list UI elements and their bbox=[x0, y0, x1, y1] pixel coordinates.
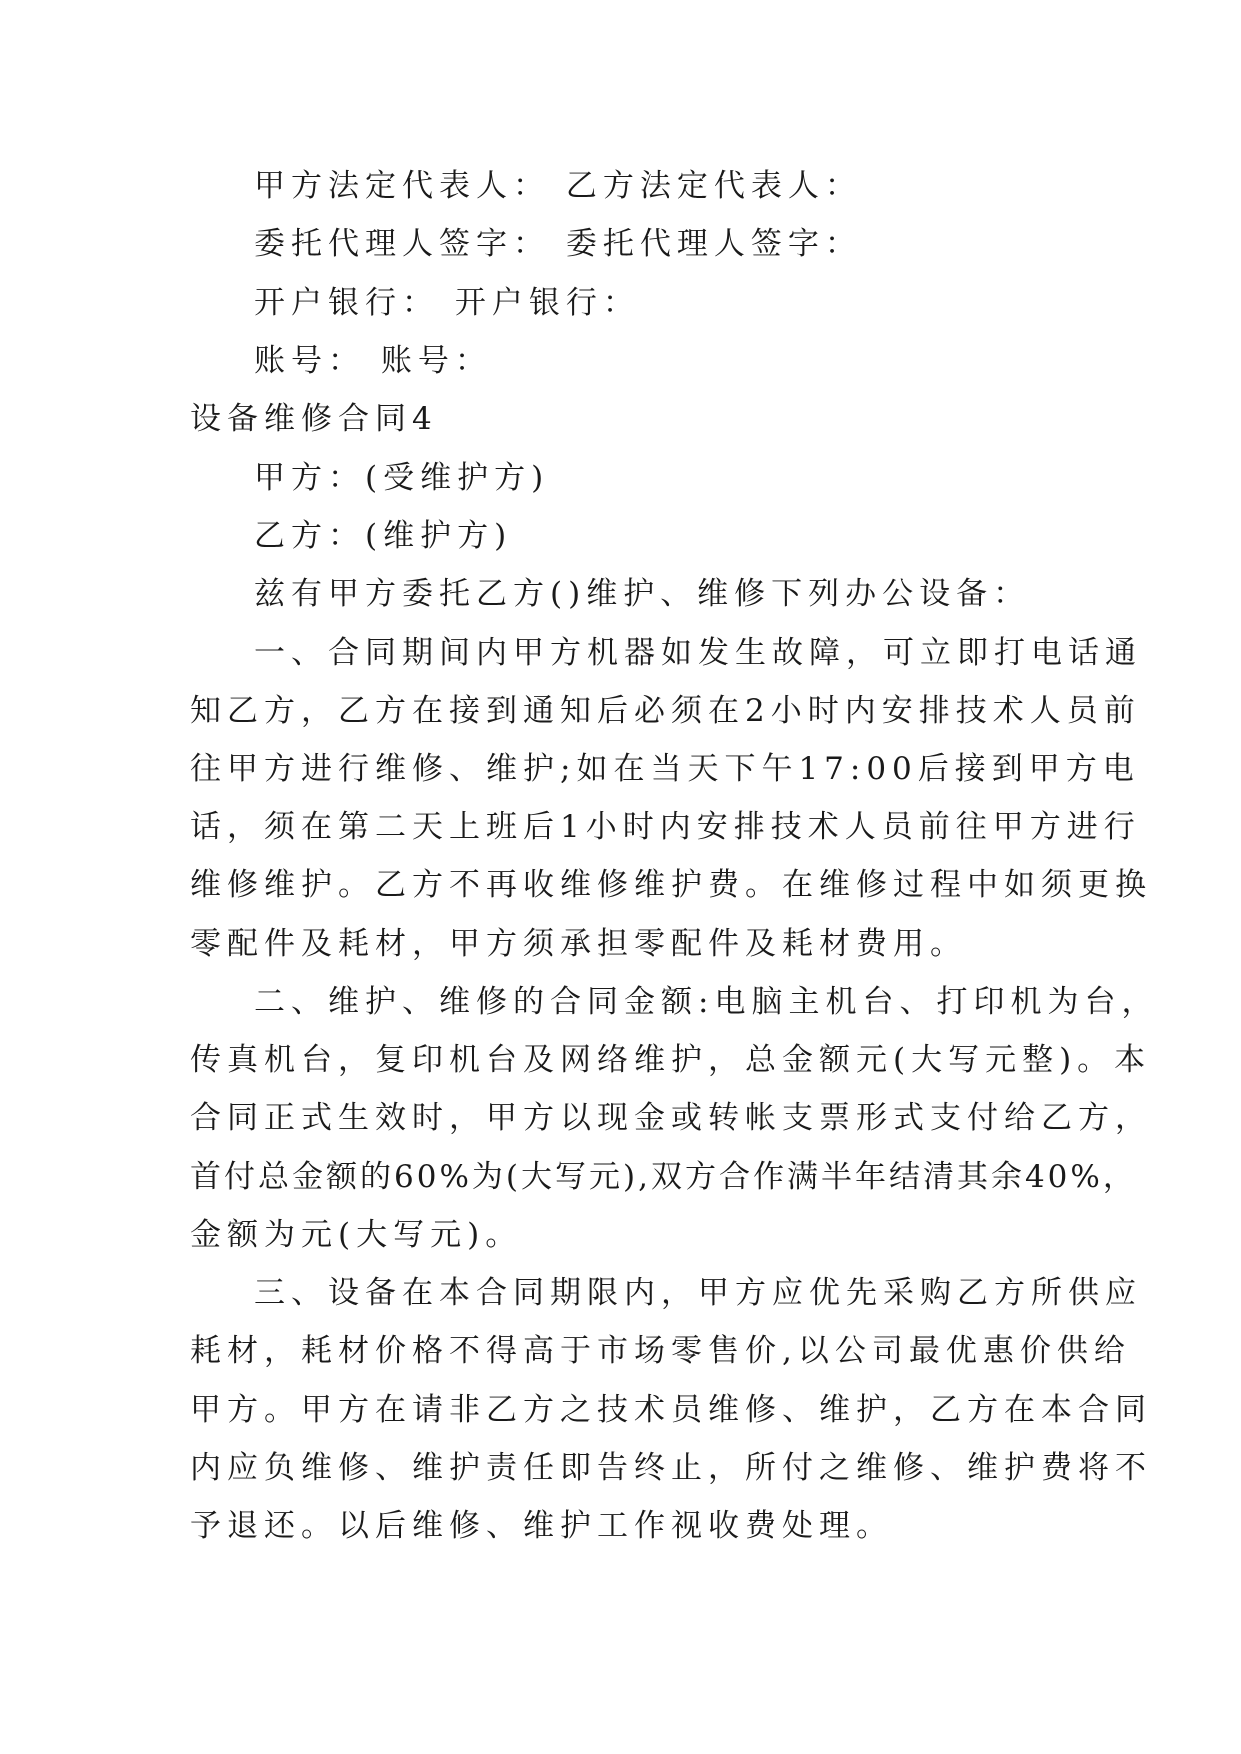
clause1-line: 知乙方，乙方在接到通知后必须在2小时内安排技术人员前 bbox=[190, 693, 1141, 729]
contract-title: 设备维修合同4 bbox=[190, 401, 438, 437]
clause3-line: 三、设备在本合同期限内，甲方应优先采购乙方所供应 bbox=[254, 1275, 1142, 1311]
agent-signature-line: 委托代理人签字： 委托代理人签字： bbox=[254, 226, 862, 262]
clause1-line: 往甲方进行维修、维护;如在当天下午17:00后接到甲方电 bbox=[190, 751, 1140, 787]
clause1-line: 维修维护。乙方不再收维修维护费。在维修过程中如须更换 bbox=[190, 867, 1152, 903]
clause3-line: 甲方。甲方在请非乙方之技术员维修、维护，乙方在本合同 bbox=[190, 1392, 1152, 1428]
legal-representative-line: 甲方法定代表人： 乙方法定代表人： bbox=[254, 168, 862, 204]
clause2-line: 首付总金额的60%为(大写元),双方合作满半年结清其余40%， bbox=[190, 1159, 1137, 1195]
clause1-line: 一、合同期间内甲方机器如发生故障，可立即打电话通 bbox=[254, 635, 1142, 671]
party-b-line: 乙方：(维护方) bbox=[254, 518, 513, 554]
clause3-line: 耗材，耗材价格不得高于市场零售价,以公司最优惠价供给 bbox=[190, 1333, 1131, 1369]
clause2-line: 传真机台，复印机台及网络维护，总金额元(大写元整)。本 bbox=[190, 1042, 1152, 1078]
clause2-line: 金额为元(大写元)。 bbox=[190, 1217, 523, 1253]
clause3-line: 内应负维修、维护责任即告终止，所付之维修、维护费将不 bbox=[190, 1450, 1152, 1486]
clause1-line: 零配件及耗材，甲方须承担零配件及耗材费用。 bbox=[190, 926, 967, 962]
clause2-line: 二、维护、维修的合同金额:电脑主机台、打印机为台， bbox=[254, 984, 1159, 1020]
account-line: 账号： 账号： bbox=[254, 343, 492, 379]
clause3-line: 予退还。以后维修、维护工作视收费处理。 bbox=[190, 1508, 893, 1544]
intro-paragraph: 兹有甲方委托乙方()维护、维修下列办公设备： bbox=[254, 576, 1031, 612]
party-a-line: 甲方：(受维护方) bbox=[254, 460, 550, 496]
bank-line: 开户银行： 开户银行： bbox=[254, 285, 640, 321]
clause1-line: 话，须在第二天上班后1小时内安排技术人员前往甲方进行 bbox=[190, 809, 1141, 845]
clause2-line: 合同正式生效时，甲方以现金或转帐支票形式支付给乙方， bbox=[190, 1100, 1152, 1136]
